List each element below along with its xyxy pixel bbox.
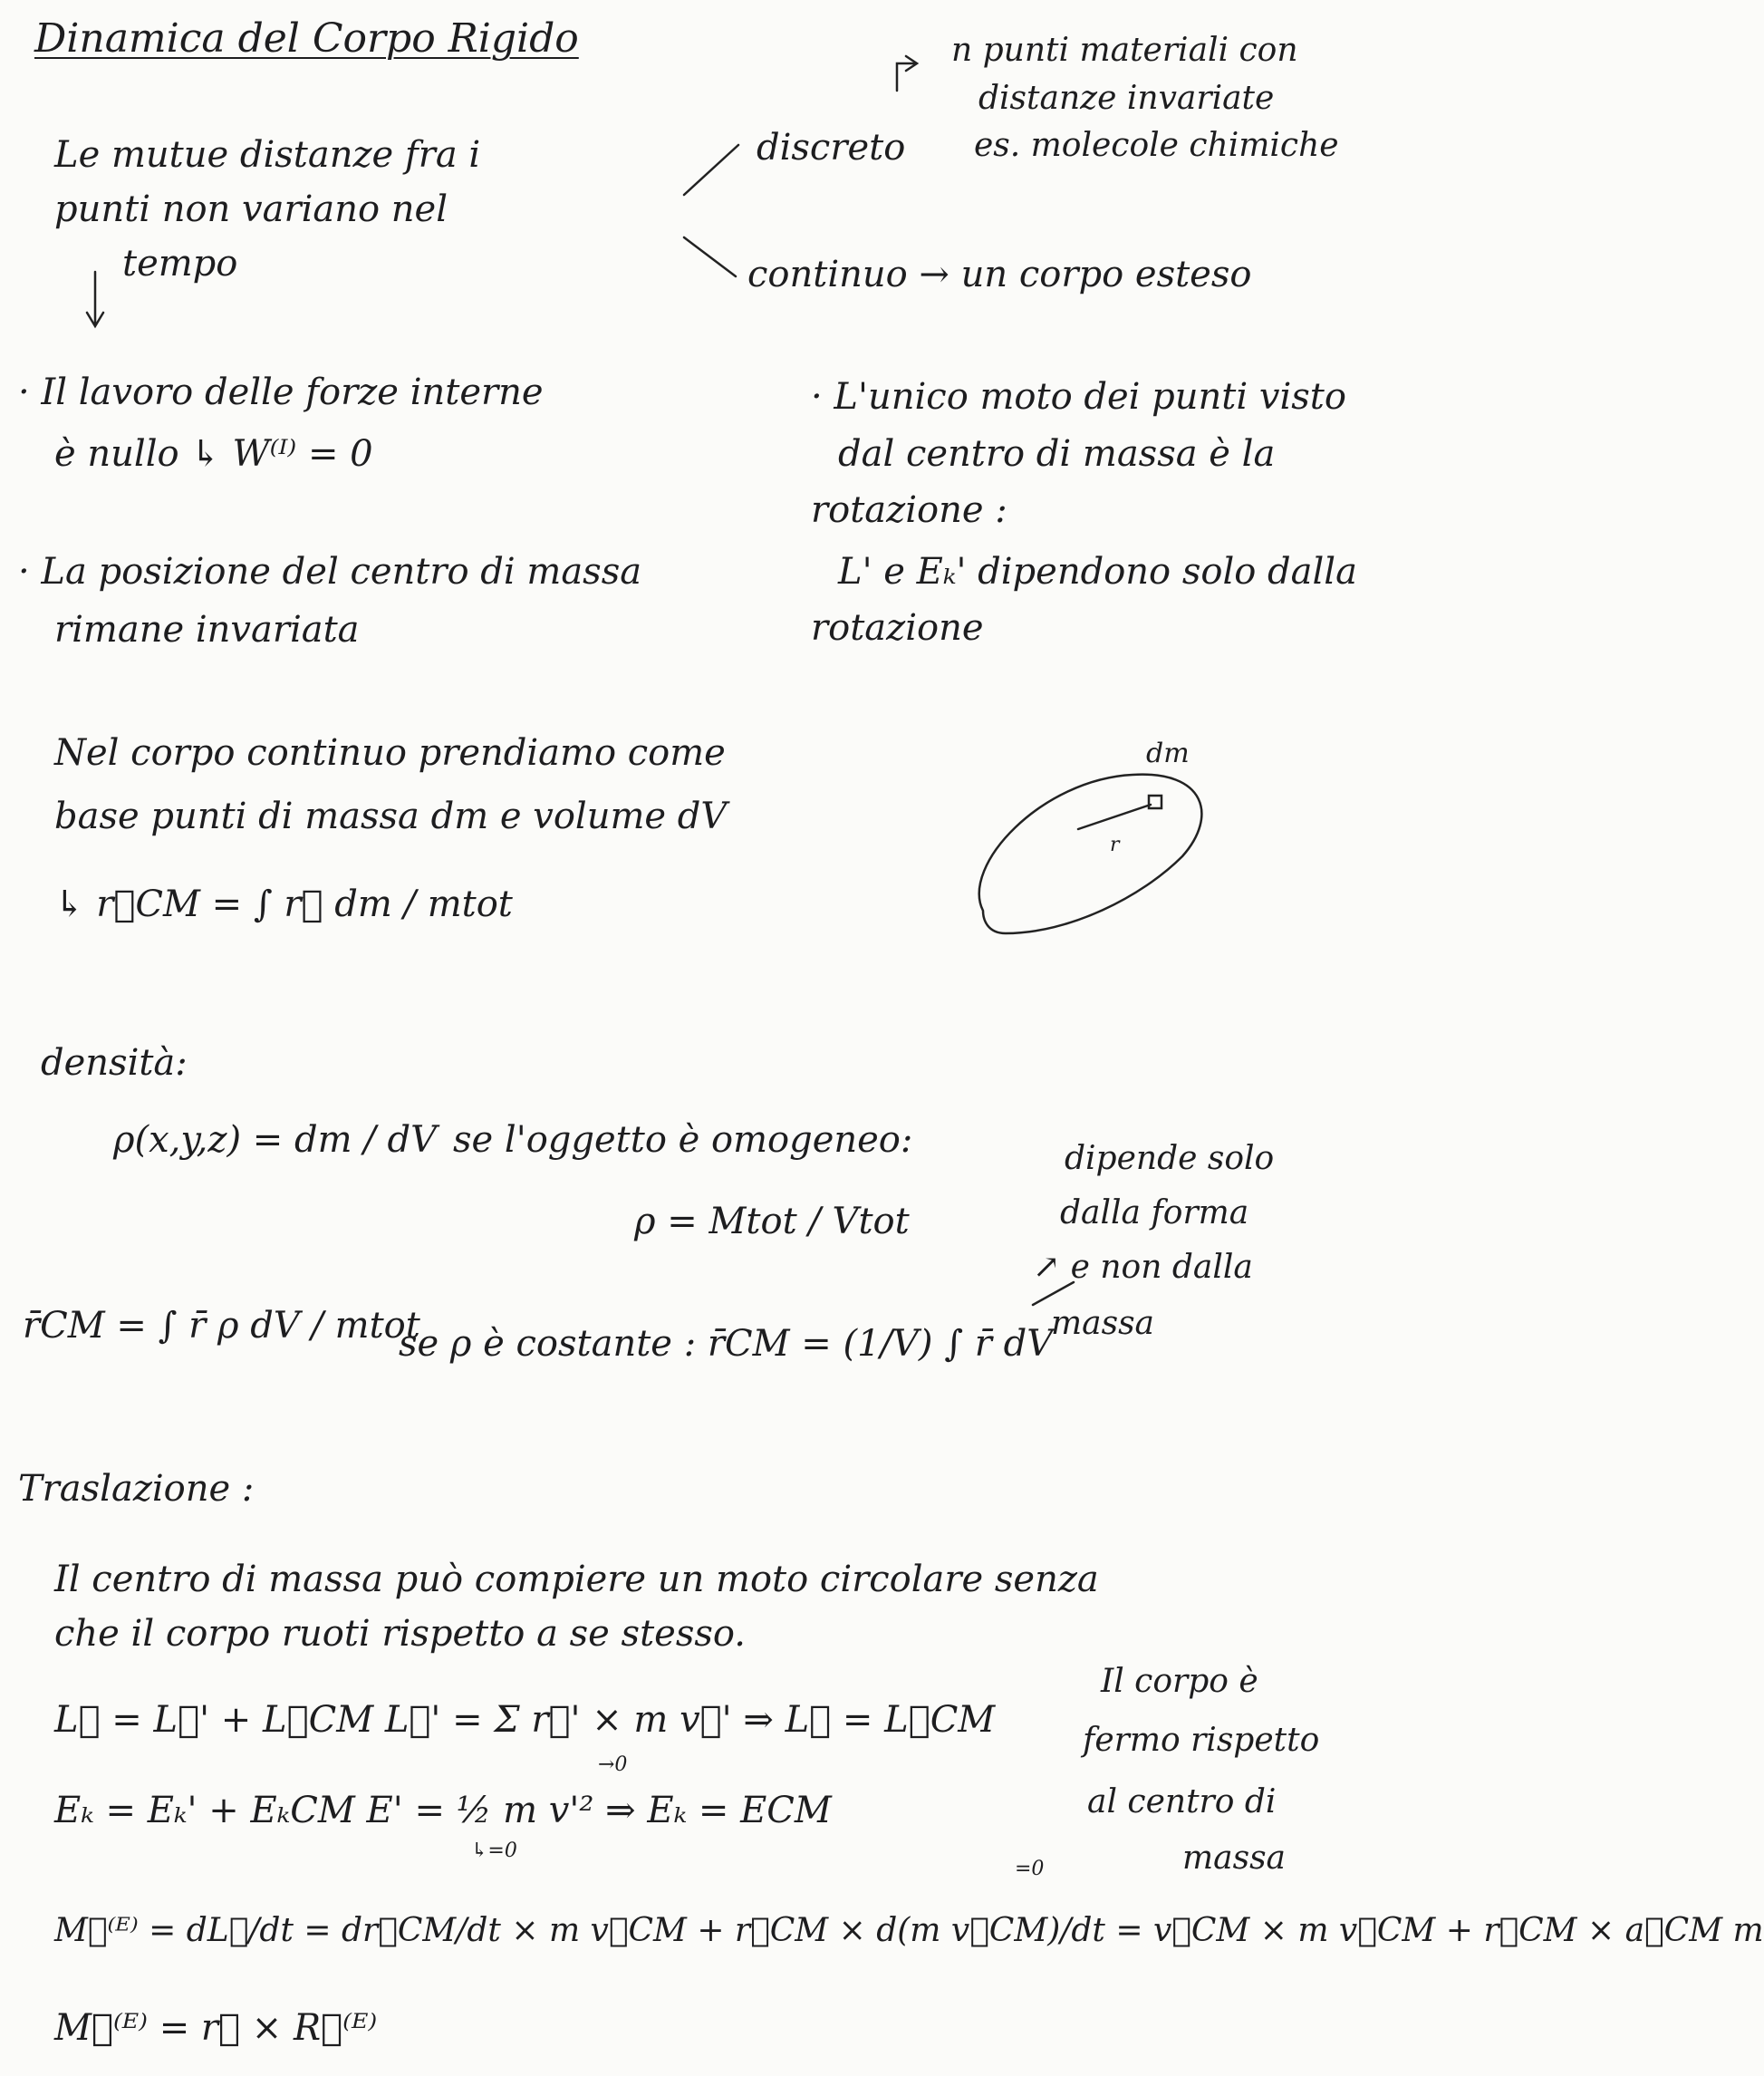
discreto-note-1: n punti materiali con [951,32,1298,69]
discreto-note-2: distanze invariate [978,80,1275,117]
traslazione-note-2: fermo rispetto [1083,1722,1320,1759]
densita-note-2: dalla forma [1060,1194,1249,1231]
diagram-r-label: r [1110,834,1120,856]
position-vector-line [1078,805,1151,829]
rigid-body-outline [979,775,1202,933]
discreto-note-3: es. molecole chimiche [974,127,1339,164]
property-2-line-2: rimane invariata [54,609,360,651]
continuo-line-1: Nel corpo continuo prendiamo come [54,732,726,774]
property-1-line-1: · Il lavoro delle forze interne [18,372,544,413]
property-3-line-3: rotazione : [811,489,1007,531]
rho-omogeneo: ρ = Mtot / Vtot [634,1201,910,1242]
torque-zero-mark: =0 [1015,1858,1045,1880]
property-3-line-4: L' e Eₖ' dipendono solo dalla [838,551,1357,593]
torque-equation-2: M⃗⁽ᴱ⁾ = r⃗ × R⃗⁽ᴱ⁾ [54,2007,378,2049]
rho-costante-formula: se ρ è costante : r̄CM = (1/V) ∫ r̄ dV [399,1323,1054,1365]
kinetic-energy-zero-mark: ↳=0 [471,1839,517,1862]
page-title: Dinamica del Corpo Rigido [34,15,579,62]
kinetic-energy-equation: Eₖ = Eₖ' + EₖCM E' = ½ m v'² ⇒ Eₖ = ECM [54,1790,832,1831]
type-continuo: continuo → un corpo esteso [747,254,1252,295]
arrow-head-right [906,56,917,71]
traslazione-note-1: Il corpo è [1101,1663,1258,1700]
rho-definition: ρ(x,y,z) = dm / dV [113,1119,437,1161]
property-3-line-2: dal centro di massa è la [838,433,1276,475]
angular-momentum-zero-mark: →0 [598,1753,628,1776]
type-discreto: discreto [757,127,906,169]
property-2-line-1: · La posizione del centro di massa [18,551,642,593]
property-1-line-2: è nullo ↳ W⁽ᴵ⁾ = 0 [54,433,373,475]
densita-label: densità: [41,1042,188,1084]
traslazione-heading: Traslazione : [18,1468,255,1510]
traslazione-note-3: al centro di [1087,1783,1277,1820]
angular-momentum-equation: L⃗ = L⃗' + L⃗CM L⃗' = Σ r⃗' × m v⃗' ⇒ L⃗ = L⃗CM [54,1699,996,1741]
down-arrow-tempo [87,272,103,326]
definition-line-2: punti non variano nel [54,188,448,230]
traslazione-line-2: che il corpo ruoti rispetto a se stesso. [54,1613,746,1655]
mass-element-square [1149,796,1162,808]
torque-equation: M⃗⁽ᴱ⁾ = dL⃗/dt = dr⃗CM/dt × m v⃗CM + r⃗CM × d(m v⃗CM)/dt = v⃗CM × m v⃗CM + r⃗CM × a⃗CM m [54,1912,1764,1949]
definition-line-3: tempo [122,243,238,285]
property-3-line-5: rotazione [811,607,984,649]
densita-note-3: ↗ e non dalla [1033,1249,1253,1286]
definition-line-1: Le mutue distanze fra i [54,134,481,176]
omogeneo-text: se l'oggetto è omogeneo: [453,1119,913,1161]
densita-note-4: massa [1051,1305,1155,1342]
traslazione-line-1: Il centro di massa può compiere un moto circolare senza [54,1559,1099,1600]
diagram-dm-label: dm [1146,738,1190,769]
rcm-rho-formula: r̄CM = ∫ r̄ ρ dV / mtot [23,1305,420,1347]
arrow-discreto-up [897,63,915,91]
continuo-line-2: base punti di massa dm e volume dV [54,796,728,837]
branch-arrow-discreto [684,145,738,195]
traslazione-note-4: massa [1182,1839,1287,1877]
branch-arrow-continuo [684,237,736,276]
densita-note-1: dipende solo [1065,1140,1275,1177]
property-3-line-1: · L'unico moto dei punti visto [811,376,1346,418]
rcm-formula: ↳ r⃗CM = ∫ r⃗ dm / mtot [54,884,513,925]
